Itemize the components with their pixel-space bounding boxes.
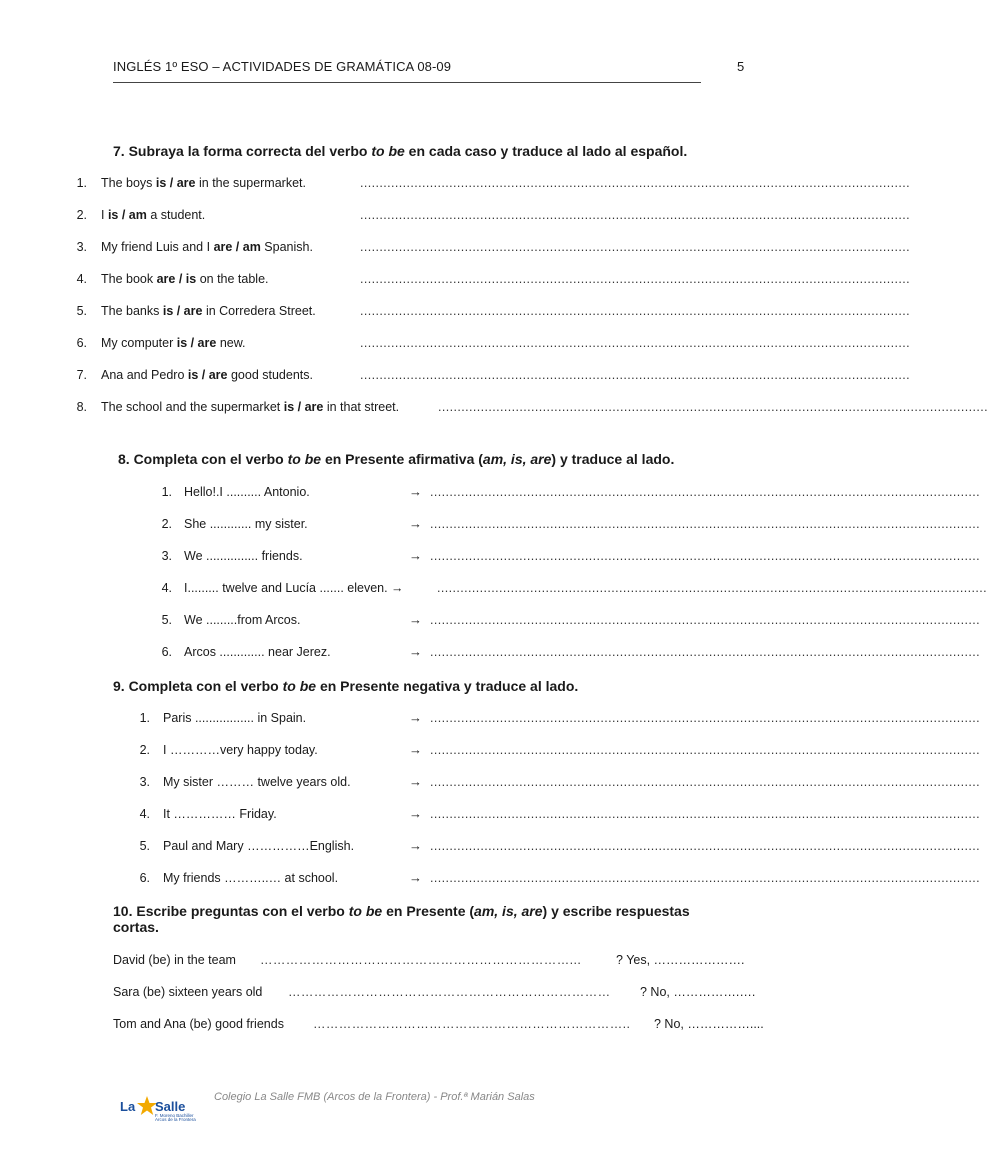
sentence <box>101 304 316 318</box>
sentence-start: My computer <box>101 336 177 350</box>
arrow-icon: → <box>409 612 422 627</box>
answer-line[interactable]: .............................................................................................................................................. <box>430 485 980 499</box>
sentence-end: new. <box>216 336 246 350</box>
sentence-start: I <box>101 208 108 222</box>
item-number: 1. <box>139 711 150 725</box>
sentence: I......... twelve and Lucía ....... eleven. → <box>184 581 404 595</box>
sentence: We .........from Arcos. <box>184 613 301 627</box>
sentence: I …………very happy today. <box>163 743 318 757</box>
exercise-7-heading: 7. Subraya la forma correcta del verbo to be en cada caso y traduce al lado al español. <box>113 143 688 159</box>
answer-line[interactable]: .............................................................................................................................................. <box>360 304 910 318</box>
header-divider <box>113 82 701 83</box>
sentence: Paris ................. in Spain. <box>163 711 307 725</box>
sentence <box>101 368 313 382</box>
item-number: 3. <box>76 240 87 254</box>
answer-line[interactable]: .............................................................................................................................................. <box>438 400 988 414</box>
item-number: 4. <box>139 807 150 821</box>
arrow-icon: → <box>409 742 422 757</box>
item-number: 1. <box>76 176 87 190</box>
item-number: 5. <box>161 613 172 627</box>
arrow-icon: → <box>409 644 422 659</box>
question-answer-line[interactable]: ………………………………………………………………... <box>260 953 582 967</box>
answer-line[interactable]: .............................................................................................................................................. <box>430 517 980 531</box>
verb-choice: are / is <box>156 272 197 286</box>
short-answer-line[interactable]: ? Yes, …………………. <box>616 953 745 967</box>
item-number: 6. <box>161 645 172 659</box>
answer-line[interactable]: .............................................................................................................................................. <box>360 368 910 382</box>
short-answer-line[interactable]: ? No, …………….... <box>654 1017 764 1031</box>
answer-line[interactable]: .............................................................................................................................................. <box>430 807 980 821</box>
sentence <box>101 272 269 286</box>
page-number: 5 <box>737 59 745 74</box>
question-answer-line[interactable]: ………………………………………………………………… <box>288 985 611 999</box>
answer-line[interactable]: .............................................................................................................................................. <box>360 240 910 254</box>
arrow-icon: → <box>409 484 422 499</box>
sentence: She ............ my sister. <box>184 517 308 531</box>
answer-line[interactable]: .............................................................................................................................................. <box>430 711 980 725</box>
answer-line[interactable]: .............................................................................................................................................. <box>430 839 980 853</box>
sentence <box>101 240 313 254</box>
exercise-8-heading: 8. Completa con el verbo to be en Presente afirmativa (am, is, are) y traduce al lado. <box>118 451 675 467</box>
answer-line[interactable]: .............................................................................................................................................. <box>430 549 980 563</box>
sentence-start: Ana and Pedro <box>101 368 188 382</box>
answer-line[interactable]: .............................................................................................................................................. <box>430 743 980 757</box>
sentence-start: The banks <box>101 304 163 318</box>
item-number: 3. <box>161 549 172 563</box>
arrow-icon: → <box>409 548 422 563</box>
question-prompt: Sara (be) sixteen years old <box>113 985 263 999</box>
item-number: 7. <box>76 368 87 382</box>
item-number: 1. <box>161 485 172 499</box>
sentence-start: The school and the supermarket <box>101 400 284 414</box>
item-number: 8. <box>76 400 87 414</box>
svg-text:Salle: Salle <box>155 1099 186 1114</box>
sentence-end: in the supermarket. <box>195 176 306 190</box>
item-number: 2. <box>76 208 87 222</box>
verb-choice: is / are <box>162 304 203 318</box>
question-answer-line[interactable]: ……………………………………………………………….. <box>313 1017 631 1031</box>
svg-text:Arcos de la Frontera: Arcos de la Frontera <box>155 1117 196 1122</box>
item-number: 4. <box>161 581 172 595</box>
item-number: 3. <box>139 775 150 789</box>
item-number: 6. <box>139 871 150 885</box>
verb-choice: is / are <box>176 336 217 350</box>
arrow-icon: → <box>409 806 422 821</box>
sentence-end: a student. <box>146 208 206 222</box>
answer-line[interactable]: .............................................................................................................................................. <box>360 176 910 190</box>
exercise-9-heading: 9. Completa con el verbo to be en Presente negativa y traduce al lado. <box>113 678 579 694</box>
verb-choice: is / are <box>155 176 196 190</box>
item-number: 2. <box>139 743 150 757</box>
item-number: 6. <box>76 336 87 350</box>
exercise-10-heading: 10. Escribe preguntas con el verbo to be en Presente (am, is, are) y escribe respuestas cortas. <box>113 903 690 935</box>
sentence-end: Spanish. <box>260 240 313 254</box>
verb-choice: are / am <box>213 240 261 254</box>
verb-choice: is / are <box>283 400 324 414</box>
answer-line[interactable]: .............................................................................................................................................. <box>360 336 910 350</box>
svg-text:La: La <box>120 1099 136 1114</box>
answer-line[interactable]: .............................................................................................................................................. <box>430 871 980 885</box>
sentence <box>101 176 306 190</box>
sentence <box>101 336 246 350</box>
sentence: Hello!.I .......... Antonio. <box>184 485 310 499</box>
sentence: My sister ……… twelve years old. <box>163 775 351 789</box>
sentence <box>101 208 205 222</box>
answer-line[interactable]: .............................................................................................................................................. <box>360 272 910 286</box>
arrow-icon: → <box>409 838 422 853</box>
question-prompt: David (be) in the team <box>113 953 236 967</box>
question-prompt: Tom and Ana (be) good friends <box>113 1017 284 1031</box>
sentence: Paul and Mary ……………English. <box>163 839 355 853</box>
short-answer-line[interactable]: ? No, …………….…. <box>640 985 756 999</box>
sentence <box>101 400 399 414</box>
svg-text:F. Moreno Bachiller: F. Moreno Bachiller <box>155 1113 194 1118</box>
item-number: 5. <box>76 304 87 318</box>
arrow-icon: → <box>409 774 422 789</box>
answer-line[interactable]: .............................................................................................................................................. <box>430 613 980 627</box>
footer-credit: Colegio La Salle FMB (Arcos de la Frontera) - Prof.ª Marián Salas <box>214 1091 535 1103</box>
answer-line[interactable]: .............................................................................................................................................. <box>360 208 910 222</box>
item-number: 2. <box>161 517 172 531</box>
answer-line[interactable]: .............................................................................................................................................. <box>430 645 980 659</box>
sentence-end: in that street. <box>323 400 400 414</box>
sentence-end: in Corredera Street. <box>202 304 316 318</box>
arrow-icon: → <box>409 710 422 725</box>
answer-line[interactable]: .............................................................................................................................................. <box>437 581 987 595</box>
header-title: INGLÉS 1º ESO – ACTIVIDADES DE GRAMÁTICA 08-09 <box>113 59 452 74</box>
sentence: It …………… Friday. <box>163 807 277 821</box>
sentence-end: good students. <box>227 368 313 382</box>
sentence-end: on the table. <box>196 272 269 286</box>
item-number: 5. <box>139 839 150 853</box>
sentence-start: My friend Luis and I <box>101 240 214 254</box>
sentence: Arcos ............. near Jerez. <box>184 645 331 659</box>
sentence: My friends ………..… at school. <box>163 871 339 885</box>
sentence: We ............... friends. <box>184 549 303 563</box>
arrow-icon: → <box>409 870 422 885</box>
sentence-start: The boys <box>101 176 156 190</box>
sentence-start: The book <box>101 272 157 286</box>
la-salle-logo <box>120 1090 215 1122</box>
arrow-icon: → <box>409 516 422 531</box>
item-number: 4. <box>76 272 87 286</box>
verb-choice: is / am <box>107 208 147 222</box>
verb-choice: is / are <box>187 368 228 382</box>
answer-line[interactable]: .............................................................................................................................................. <box>430 775 980 789</box>
